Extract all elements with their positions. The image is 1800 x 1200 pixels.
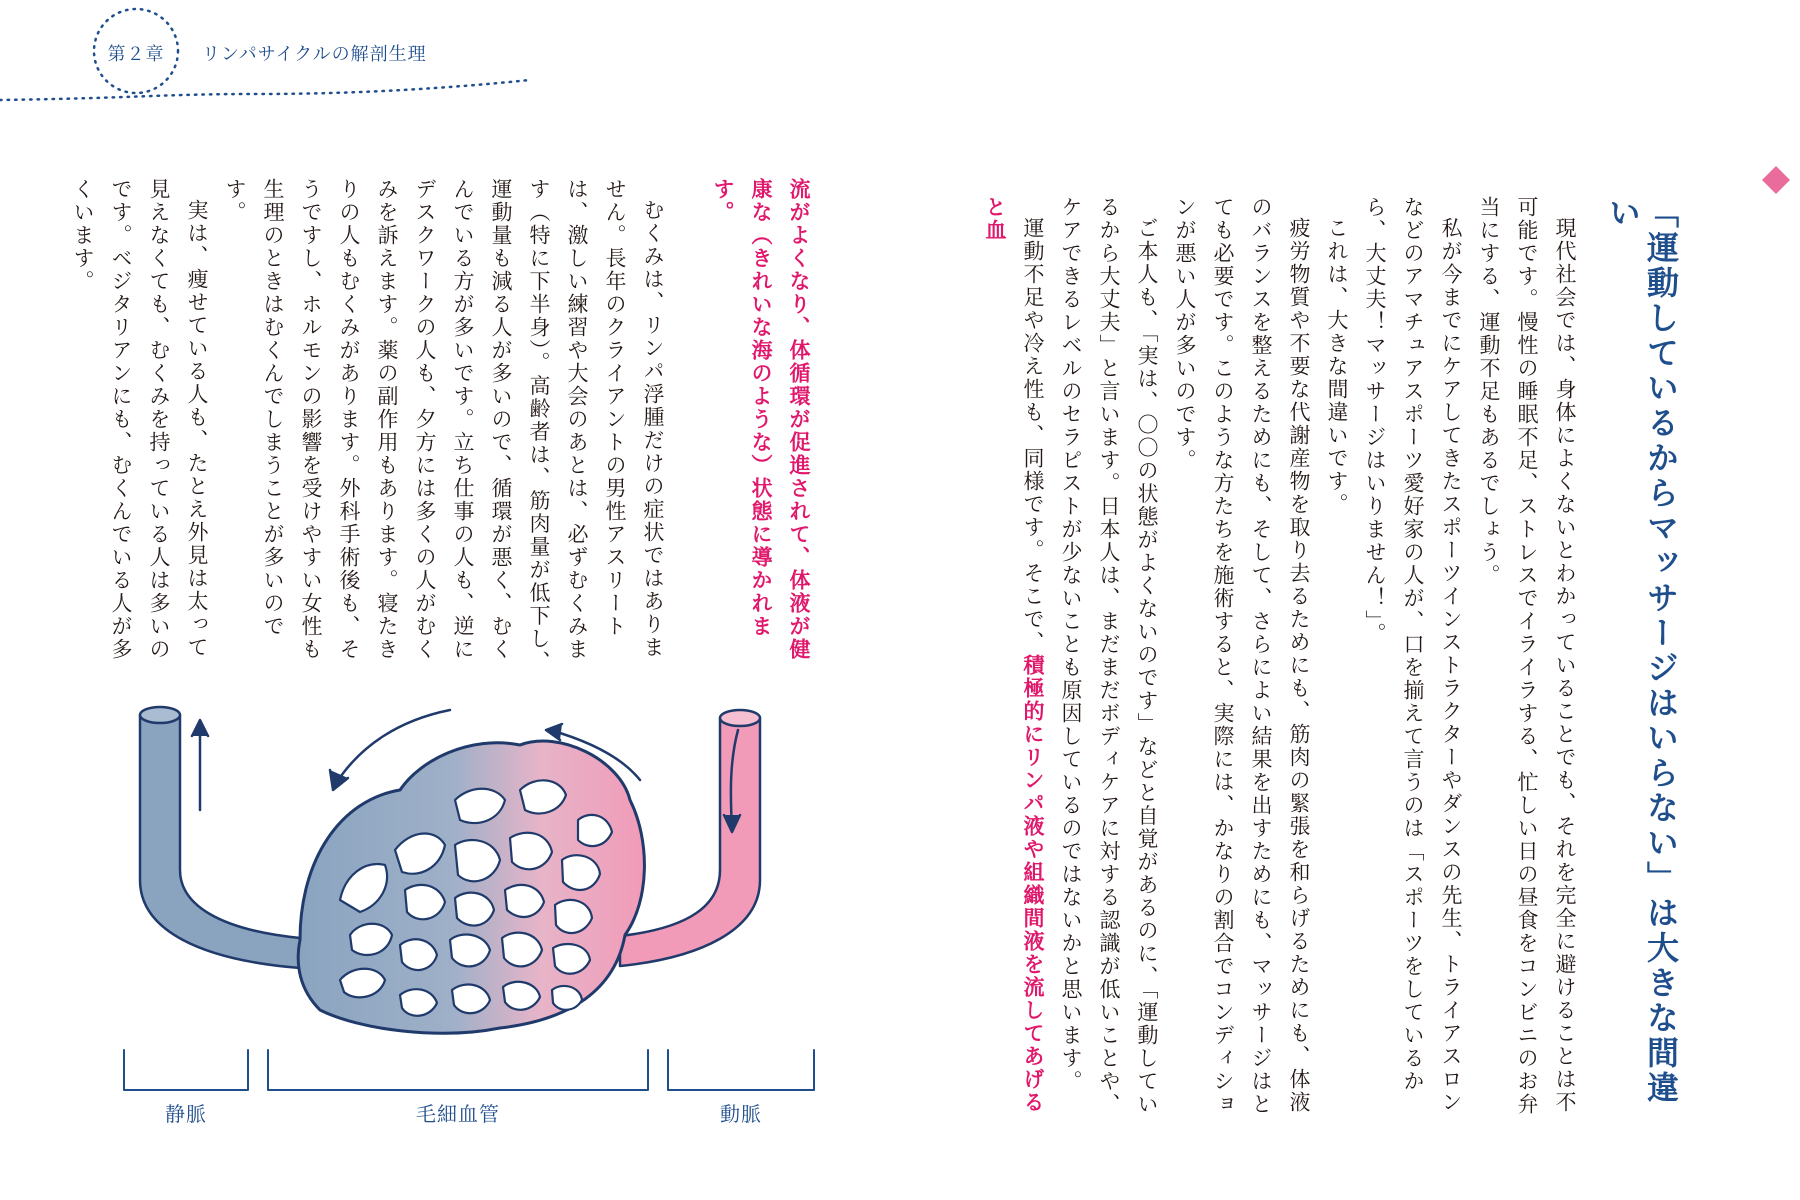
paragraph: これは、大きな間違いです。 (1325, 217, 1349, 516)
vein-label: 静脈 (165, 1102, 207, 1126)
highlighted-text-continued: 流がよくなり、体循環が促進されて、体液が健康な（きれいな海のような）状態に導かれます。 (711, 178, 811, 661)
capillary-network (298, 741, 644, 1033)
paragraph: 現代社会では、身体によくないとわかっていることでも、それを完全に避けることは不可能です。慢性の睡眠不足、ストレスでイライラする、忙しい日の昼食をコンビニのお弁当にする、運動不足もあるでしょう。 (1477, 196, 1577, 1116)
capillary-label: 毛細血管 (416, 1102, 500, 1126)
heading-diamond-icon (1762, 166, 1790, 194)
paragraph-with-highlight (976, 196, 1052, 1132)
paragraph: ご本人も、「実は、〇〇の状態がよくないのです」などと自覚があるのに、「運動しているから大丈夫」と言います。日本人は、まだまだボディケアに対する認識が低いことや、ケアできるレベルのセラピストが少ないことも原因しているのではないかと思います。 (1059, 196, 1159, 1116)
artery-label: 動脈 (720, 1102, 762, 1126)
paragraph-text: 運動不足や冷え性も、同様です。そこで、 (1021, 217, 1045, 654)
chapter-title: リンパサイクルの解剖生理 (202, 44, 427, 65)
paragraph: 実は、痩せている人も、たとえ外見は太って見えなくても、むくみを持っている人は多いのです。ベジタリアンにも、むくんでいる人が多くいます。 (71, 178, 209, 661)
capillary-diagram (124, 707, 814, 1090)
paragraph: 私が今までにケアしてきたスポーツインストラクターやダンスの先生、トライアスロンなどのアマチュアスポーツ愛好家の人が、口を揃えて言うのは「スポーツをしているから、大丈夫！マッサージはいりません！」。 (1363, 196, 1463, 1114)
section-heading: 「運動しているからマッサージはいらない」は大きな間違い (1604, 196, 1680, 1106)
right-page-body (976, 196, 1680, 1132)
diagram-brackets (124, 1050, 814, 1090)
highlighted-text: 積極的にリンパ液や組織間液を流してあげると血 (983, 196, 1045, 1114)
chapter-label: 第２章 (107, 44, 165, 65)
vein-vessel (140, 707, 300, 968)
paragraph: むくみは、リンパ浮腫だけの症状ではありません。長年のクライアントの男性アスリートは、激しい練習や大会のあとは、必ずむくみます（特に下半身）。高齢者は、筋肉量が低下し、運動量も減る人が多いので、循環が悪く、むくんでいる方が多いです。立ち仕事の人も、逆にデスクワークの人も、夕方には多くの人がむくみを訴えます。薬の副作用もあります。寝たきりの人もむくみがあります。外科手術後も、そうですし、ホルモンの影響を受けやすい女性も生理のときはむくんでしまうことが多いのです。 (223, 178, 665, 674)
paragraph: 疲労物質や不要な代謝産物を取り去るためにも、筋肉の緊張を和らげるためにも、体液のバランスを整えるためにも、そして、さらによい結果を出すためにも、マッサージはとても必要です。このような方たちを施術すると、実際には、かなりの割合でコンディションが悪い人が多いのです。 (1173, 196, 1311, 1116)
left-page-body (64, 178, 818, 678)
